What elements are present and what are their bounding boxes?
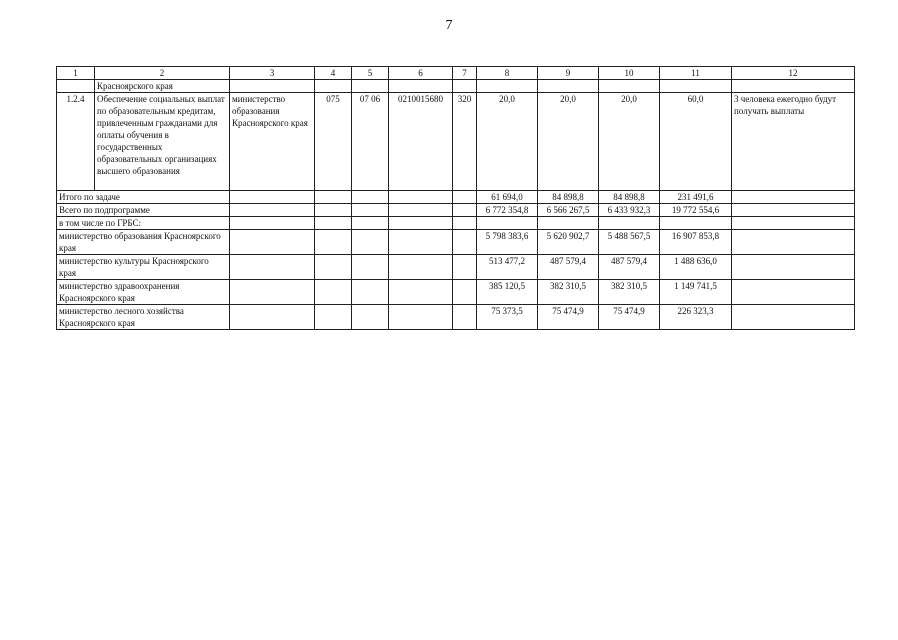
- measure-name: Обеспечение социальных выплат по образовательным кредитам, привлеченным гражданами для оплаты обучения в государственных образовательных организациях высшего образования: [95, 93, 230, 191]
- summary-label: министерство образования Красноярского края: [57, 230, 230, 255]
- amount-year-3: 75 474,9: [599, 305, 660, 330]
- amount-year-3: [599, 217, 660, 230]
- code-section: 07 06: [352, 93, 389, 191]
- header-cell: 6: [389, 67, 453, 80]
- amount-year-1: 6 772 354,8: [477, 204, 538, 217]
- amount-year-3: 20,0: [599, 93, 660, 191]
- table-row: [57, 93, 855, 191]
- amount-year-2: [538, 217, 599, 230]
- amount-year-2: 75 474,9: [538, 305, 599, 330]
- continuation-text: Красноярского края: [95, 80, 230, 93]
- amount-year-3: 382 310,5: [599, 280, 660, 305]
- amount-total: 226 323,3: [660, 305, 732, 330]
- header-cell: 2: [95, 67, 230, 80]
- amount-year-2: 5 620 902,7: [538, 230, 599, 255]
- budget-table: [56, 66, 855, 330]
- header-cell: 4: [315, 67, 352, 80]
- amount-year-2: 487 579,4: [538, 255, 599, 280]
- amount-total: 1 149 741,5: [660, 280, 732, 305]
- grbs-name: министерство образования Красноярского края: [230, 93, 315, 191]
- expected-result: 3 человека ежегодно будут получать выплаты: [732, 93, 855, 191]
- summary-label: Всего по подпрограмме: [57, 204, 230, 217]
- header-cell: 12: [732, 67, 855, 80]
- summary-label: министерство культуры Красноярского края: [57, 255, 230, 280]
- amount-year-1: 385 120,5: [477, 280, 538, 305]
- amount-year-1: 61 694,0: [477, 191, 538, 204]
- summary-label: Итого по задаче: [57, 191, 230, 204]
- summary-label: министерство лесного хозяйства Красноярского края: [57, 305, 230, 330]
- header-cell: 8: [477, 67, 538, 80]
- code-grbs: 075: [315, 93, 352, 191]
- amount-total: 231 491,6: [660, 191, 732, 204]
- header-cell: 11: [660, 67, 732, 80]
- amount-year-3: 6 433 932,3: [599, 204, 660, 217]
- continuation-row: [57, 80, 855, 93]
- amount-year-1: 75 373,5: [477, 305, 538, 330]
- table-row: [57, 305, 855, 330]
- header-cell: 7: [453, 67, 477, 80]
- amount-total: 60,0: [660, 93, 732, 191]
- header-cell: 10: [599, 67, 660, 80]
- header-cell: 1: [57, 67, 95, 80]
- amount-year-1: [477, 217, 538, 230]
- amount-total: 19 772 554,6: [660, 204, 732, 217]
- amount-total: 16 907 853,8: [660, 230, 732, 255]
- table-row: [57, 255, 855, 280]
- row-number: 1.2.4: [57, 93, 95, 191]
- table-row: [57, 191, 855, 204]
- page-number: 7: [445, 18, 453, 33]
- amount-year-2: 84 898,8: [538, 191, 599, 204]
- header-cell: 9: [538, 67, 599, 80]
- header-cell: 3: [230, 67, 315, 80]
- amount-total: [660, 217, 732, 230]
- amount-year-2: 20,0: [538, 93, 599, 191]
- table-row: [57, 217, 855, 230]
- amount-year-1: 513 477,2: [477, 255, 538, 280]
- amount-year-1: 20,0: [477, 93, 538, 191]
- amount-year-1: 5 798 383,6: [477, 230, 538, 255]
- summary-label: в том числе по ГРБС:: [57, 217, 230, 230]
- summary-label: министерство здравоохранения Красноярского края: [57, 280, 230, 305]
- table-row: [57, 204, 855, 217]
- table-row: [57, 280, 855, 305]
- amount-year-3: 487 579,4: [599, 255, 660, 280]
- amount-year-2: 382 310,5: [538, 280, 599, 305]
- table-row: [57, 230, 855, 255]
- amount-year-3: 5 488 567,5: [599, 230, 660, 255]
- code-target: 0210015680: [389, 93, 453, 191]
- table-header-row: [57, 67, 855, 80]
- header-cell: 5: [352, 67, 389, 80]
- amount-year-3: 84 898,8: [599, 191, 660, 204]
- amount-year-2: 6 566 267,5: [538, 204, 599, 217]
- amount-total: 1 488 636,0: [660, 255, 732, 280]
- code-expense-type: 320: [453, 93, 477, 191]
